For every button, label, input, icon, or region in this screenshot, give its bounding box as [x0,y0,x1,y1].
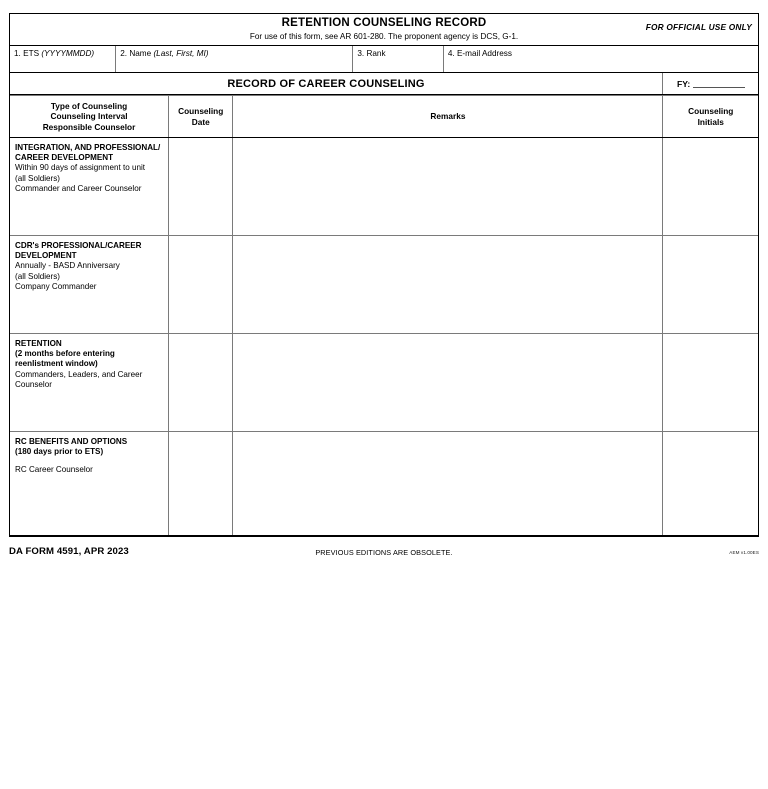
row2-remarks-cell[interactable] [233,236,663,334]
retention-counseling-record-form [9,13,759,537]
column-header-counseling-date [169,96,233,138]
classification-notice: FOR OFFICIAL USE ONLY [645,22,752,32]
row4-type-head-line2: (180 days prior to ETS) [15,447,104,457]
row1-interval: Within 90 days of assignment to unit [15,163,146,173]
row1-type-head-line2: CAREER DEVELOPMENT [15,153,114,163]
row2-counseling-date-cell[interactable] [169,236,233,334]
row1-remarks-cell[interactable] [233,138,663,236]
table-row [10,432,758,536]
previous-editions-notice: PREVIOUS EDITIONS ARE OBSOLETE. [315,548,453,557]
row4-type-cell [10,432,169,536]
row1-counseling-initials-cell[interactable] [663,138,758,236]
column-header-remarks: Remarks [233,96,663,138]
field-rank-number: 3. [357,49,365,58]
field-name-label: Name [129,49,152,58]
column-header-counseling-initials [663,96,758,138]
row3-counselor-line1: Commanders, Leaders, and Career [15,369,143,379]
header-type-line1: Type of Counseling [50,100,128,111]
row4-counselor: RC Career Counselor [15,465,93,475]
field-ets-hint: (YYYYMMDD) [41,49,95,58]
counseling-table [10,95,758,536]
row2-type-head-line1: CDR's PROFESSIONAL/CAREER [15,241,142,250]
field-ets[interactable] [10,46,116,72]
field-name-hint: (Last, First, MI) [153,49,209,58]
table-header-row [10,96,758,138]
row2-counseling-initials-cell[interactable] [663,236,758,334]
header-date-line2: Date [191,116,210,127]
identification-row [10,46,758,73]
form-title-band [10,14,758,46]
row4-counseling-date-cell[interactable] [169,432,233,536]
row1-type-cell [10,138,169,236]
row4-counseling-initials-cell[interactable] [663,432,758,536]
row4-remarks-cell[interactable] [233,432,663,536]
field-email[interactable] [444,46,758,72]
table-row [10,236,758,334]
table-row [10,138,758,236]
row1-audience: (all Soldiers) [15,173,60,183]
record-of-career-counseling-band [10,73,758,95]
field-rank[interactable] [353,46,444,72]
row1-counselor: Commander and Career Counselor [15,183,142,193]
row3-type-cell [10,334,169,432]
record-section-title: RECORD OF CAREER COUNSELING [10,73,663,94]
fiscal-year-label: FY: [677,78,691,89]
row2-counselor: Company Commander [15,281,97,291]
row1-type-head-line1: INTEGRATION, AND PROFESSIONAL/ [15,143,161,152]
form-version: AEM v1.00ES [729,550,759,555]
header-initials-line1: Counseling [688,106,734,116]
form-subtitle: For use of this form, see AR 601-280. The proponent agency is DCS, G-1. [249,32,519,41]
row3-type-head-line3: reenlistment window) [15,359,98,369]
field-ets-label: ETS [23,49,40,58]
header-date-line1: Counseling [178,106,224,116]
field-name[interactable] [116,46,353,72]
fiscal-year-input[interactable] [693,80,745,88]
field-rank-label: Rank [366,49,386,58]
row3-counseling-initials-cell[interactable] [663,334,758,432]
header-type-line3: Responsible Counselor [42,121,136,132]
table-row [10,334,758,432]
row4-spacer [15,457,164,465]
header-type-line2: Counseling Interval [50,111,128,122]
row3-counseling-date-cell[interactable] [169,334,233,432]
row2-interval: Annually - BASD Anniversary [15,261,120,271]
row1-counseling-date-cell[interactable] [169,138,233,236]
row3-remarks-cell[interactable] [233,334,663,432]
row4-type-head-line1: RC BENEFITS AND OPTIONS [15,437,128,446]
row2-audience: (all Soldiers) [15,271,60,281]
column-header-type-of-counseling [10,96,169,138]
header-initials-line2: Initials [697,116,724,127]
row3-type-head-line2: (2 months before entering [15,349,115,359]
form-identifier: DA FORM 4591, APR 2023 [9,546,129,557]
fiscal-year-field[interactable] [663,73,758,94]
row2-type-cell [10,236,169,334]
row2-type-head-line2: DEVELOPMENT [15,251,77,261]
field-email-label: E-mail Address [456,49,512,58]
row3-type-head-line1: RETENTION [15,339,62,348]
field-email-number: 4. [447,49,455,58]
field-ets-number: 1. [14,49,21,58]
form-footer [9,546,759,560]
row3-counselor-line2: Counselor [15,379,52,389]
page-title: RETENTION COUNSELING RECORD [281,17,487,29]
field-name-number: 2. [120,49,128,58]
